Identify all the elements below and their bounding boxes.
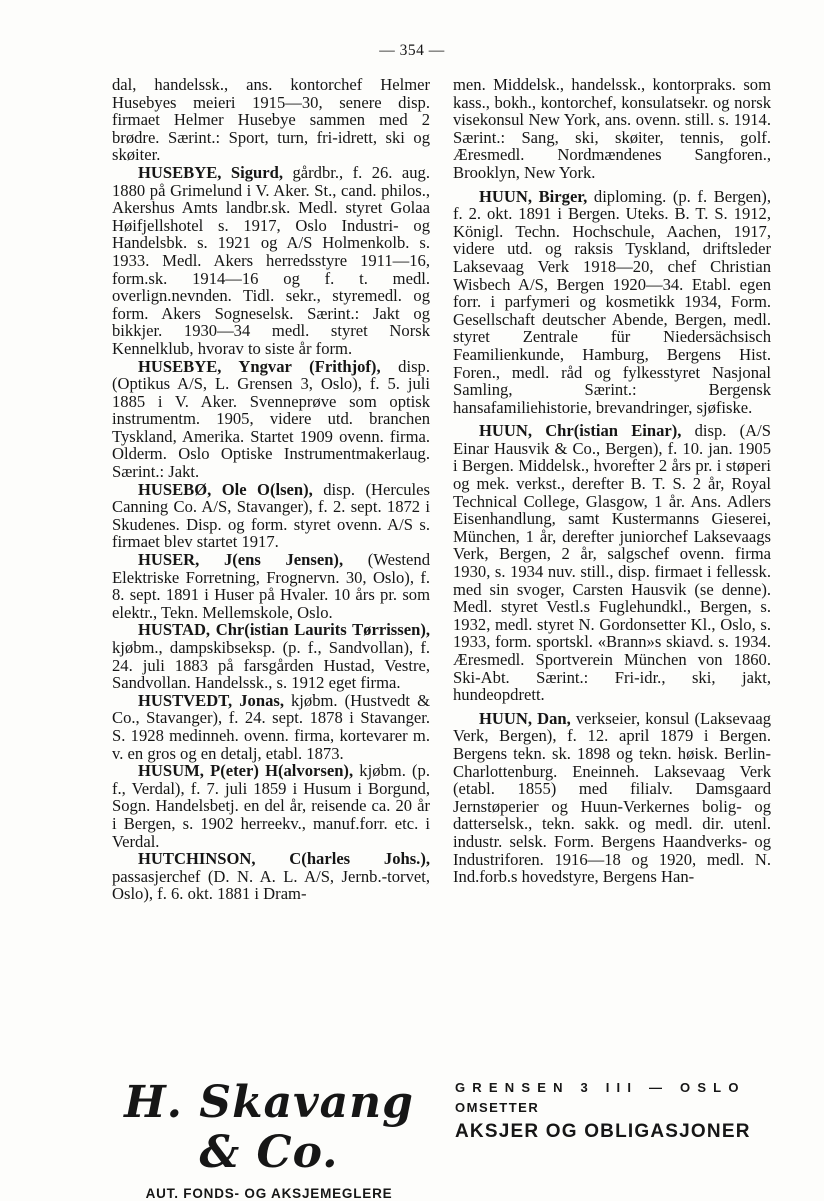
entry-name: HUSTAD, Chr(istian Laurits Tørrissen), bbox=[138, 620, 430, 640]
entry-name: HUSTVEDT, Jonas, bbox=[138, 690, 284, 710]
directory-entry bbox=[112, 621, 430, 691]
directory-entry bbox=[453, 76, 771, 182]
entry-text: verkseier, konsul (Laksevaag Verk, Bergen), f. 12. april 1879 i Bergen. Bergens tekn. sk. 1898 og tekn. høisk. Berlin-Charlottenburg. Eneinneh. Laksevaag Verk (etabl. 1855) med filialv. Damsgaard Jernstøperier og Huun-Verkernes bolig- og datterselsk., tekn. sakk. og medl. dir. utenl. industr. selsk. Form. Bergens Haandverks- og Industriforen. 1916—18 og 1920, medl. N. Ind.forb.s hovedstyre, Bergens Han- bbox=[453, 708, 772, 887]
entry-name: HUSUM, P(eter) H(alvorsen), bbox=[138, 761, 354, 781]
entry-text: disp. (Optikus A/S, L. Grensen 3, Oslo), f. 5. juli 1885 i V. Aker. Svenneprøve som optisk instrumentm. 1905, videre utd. branchen Tyskland, Amerika. Startet 1909 ovenn. firma. Olderm. Oslo Optiske Instrumentmakerlaug. Særint.: Jakt. bbox=[112, 356, 430, 482]
advertisement-skavang bbox=[104, 1078, 434, 1201]
entry-text: gårdbr., f. 26. aug. 1880 på Grimelund i V. Aker. St., cand. philos., Akershus Amts landbr.sk. Medl. styret Golaa Høifjellshotel s. 1917, Oslo Industri- og Handelsbk. s. 1921 og A/S Holmenkolb. s. 1933. Medl. Akers herredsstyre 1911—16, form.sk. 1914—16 og f. t. medl. overlign.nevnden. Tidl. sekr., styremedl. og form. Akers Sogneselsk. Særint.: Jakt og bikkjer. 1930—34 medl. styret Norsk Kennelklub, hvorav to siste år form. bbox=[112, 162, 430, 358]
company-logo: H. Skavang & Co. bbox=[124, 1077, 414, 1178]
page-number: — 354 — bbox=[379, 42, 445, 59]
entry-name: HUSEBØ, Ole O(lsen), bbox=[138, 479, 313, 499]
ad-headline: AKSJER OG OBLIGASJONER bbox=[455, 1121, 751, 1142]
entry-name: HUUN, Chr(istian Einar), bbox=[479, 421, 682, 441]
directory-entry bbox=[112, 850, 430, 903]
ad-address: GRENSEN 3 III — OSLO bbox=[455, 1080, 746, 1095]
entry-name: HUTCHINSON, C(harles Johs.), bbox=[138, 849, 430, 869]
entry-text: passasjerchef (D. N. A. L. A/S, Jernb.-torvet, Oslo), f. 6. okt. 1881 i Dram- bbox=[112, 866, 430, 904]
entry-name: HUSER, J(ens Jensen), bbox=[138, 550, 344, 570]
directory-entry bbox=[112, 762, 430, 850]
entry-text: disp. (A/S Einar Hausvik & Co., Bergen), f. 10. jan. 1905 i Bergen. Middelsk., hvorefter 2 års pr. i støperi og mek. verkst., derefter B. T. S. 2 år, Royal Technical College, Glasgow, 1 år. Ans. Adlers Eisenhandlung, samt Kustermanns Gieserei, München, 1 år, derefter juniorchef Laksevaags Verk, Bergen, 2 år, salgschef ovenn. firma 1930, s. 1934 nuv. still., disp. firmaet i fellessk. med sin svoger, Carsten Hausvik (se denne). Medl. styret Vestl.s Fuglehundkl., Bergen, s. 1932, medl. styret N. Gordonsetter Kl., Oslo, s. 1933, form. sportskl. «Brann»s skiavd. s. 1934. Æresmedl. Sportverein München von 1860. Ski-Abt. Særint.: Fri-idr., ski, jakt, hundeopdrett. bbox=[453, 421, 771, 705]
entry-name: HUSEBYE, Sigurd, bbox=[138, 162, 284, 182]
entry-text: kjøbm., dampskibseksp. (p. f., Sandvollan), f. 24. juli 1883 på farsgården Hustad, Vestre, Sandvollan. Handelssk., s. 1912 eget firma. bbox=[112, 638, 430, 693]
directory-entry bbox=[453, 188, 771, 417]
ad-omsetter: OMSETTER bbox=[455, 1100, 540, 1115]
directory-entry bbox=[453, 422, 771, 704]
directory-entry bbox=[112, 164, 430, 358]
company-tagline: AUT. FONDS- OG AKSJEMEGLERE bbox=[145, 1186, 393, 1201]
entry-text: (Westend Elektriske Forretning, Frognervn. 30, Oslo), f. 8. sept. 1891 i Huser på Hvaler. 10 års pr. som elektr., Tekn. Mellemskole, Oslo. bbox=[112, 550, 431, 622]
entry-name: HUUN, Dan, bbox=[479, 708, 571, 728]
entry-text: men. Middelsk., handelssk., kontorpraks. som kass., bokh., kontorchef, konsulatsekr. og norsk visekonsul New York, ans. ovenn. still. s. 1914. Særint.: Sang, ski, skøiter, tennis, golf. Æresmedl. Nordmændenes Sangforen., Brooklyn, New York. bbox=[453, 75, 771, 182]
left-column bbox=[112, 76, 430, 903]
directory-entry bbox=[112, 76, 430, 164]
entry-name: HUSEBYE, Yngvar (Frithjof), bbox=[138, 356, 381, 376]
right-column bbox=[453, 76, 771, 886]
entry-text: kjøbm. (Hustvedt & Co., Stavanger), f. 24. sept. 1878 i Stavanger. S. 1928 medinneh. ovenn. firma, kortevarer m. v. en gros og en detalj, etabl. 1873. bbox=[112, 690, 430, 763]
directory-entry bbox=[112, 692, 430, 762]
entry-text: kjøbm. (p. f., Verdal), f. 7. juli 1859 i Husum i Borgund, Sogn. Handelsbetj. en del år, reisende ca. 20 år i Bergen, s. 1902 herreekv., manuf.forr. etc. i Verdal. bbox=[112, 761, 430, 851]
directory-entry bbox=[112, 551, 430, 621]
directory-entry bbox=[453, 710, 771, 886]
entry-text: diploming. (p. f. Bergen), f. 2. okt. 1891 i Bergen. Uteks. B. T. S. 1912, Königl. Techn. Hochschule, Aachen, 1917, videre utd. og raksis Tyskland, driftsleder Laksevaag Verk 1918—20, chef Christian Wisbech A/S, Bergen 1920—34. Etabl. egen forr. i parfymeri og kosmetikk 1934, Form. Gesellschaft deutscher Abende, Bergen, medl. styret Zentrale für Niedersächsisch Feamilienkunde, Hamburg, Bergens Hist. Foren., medl. råd og fylkesstyret Nasjonal Samling, Særint.: Bergensk hansafamiliehistorie, brevandringer, sjøfiske. bbox=[453, 186, 771, 417]
entry-name: HUUN, Birger, bbox=[479, 186, 588, 206]
entry-text: dal, handelssk., ans. kontorchef Helmer Husebyes meieri 1915—30, senere disp. firmaet Helmer Husebye sammen med 2 brødre. Særint.: Sport, turn, fri-idrett, ski og skøiter. bbox=[112, 75, 430, 165]
directory-entry bbox=[112, 481, 430, 551]
directory-entry bbox=[112, 358, 430, 481]
advertisement-grensen bbox=[455, 1080, 775, 1143]
entry-text: disp. (Hercules Canning Co. A/S, Stavanger), f. 2. sept. 1872 i Skudenes. Disp. og form. styret ovenn. A/S s. firmaet blev startet 1917. bbox=[112, 479, 430, 552]
